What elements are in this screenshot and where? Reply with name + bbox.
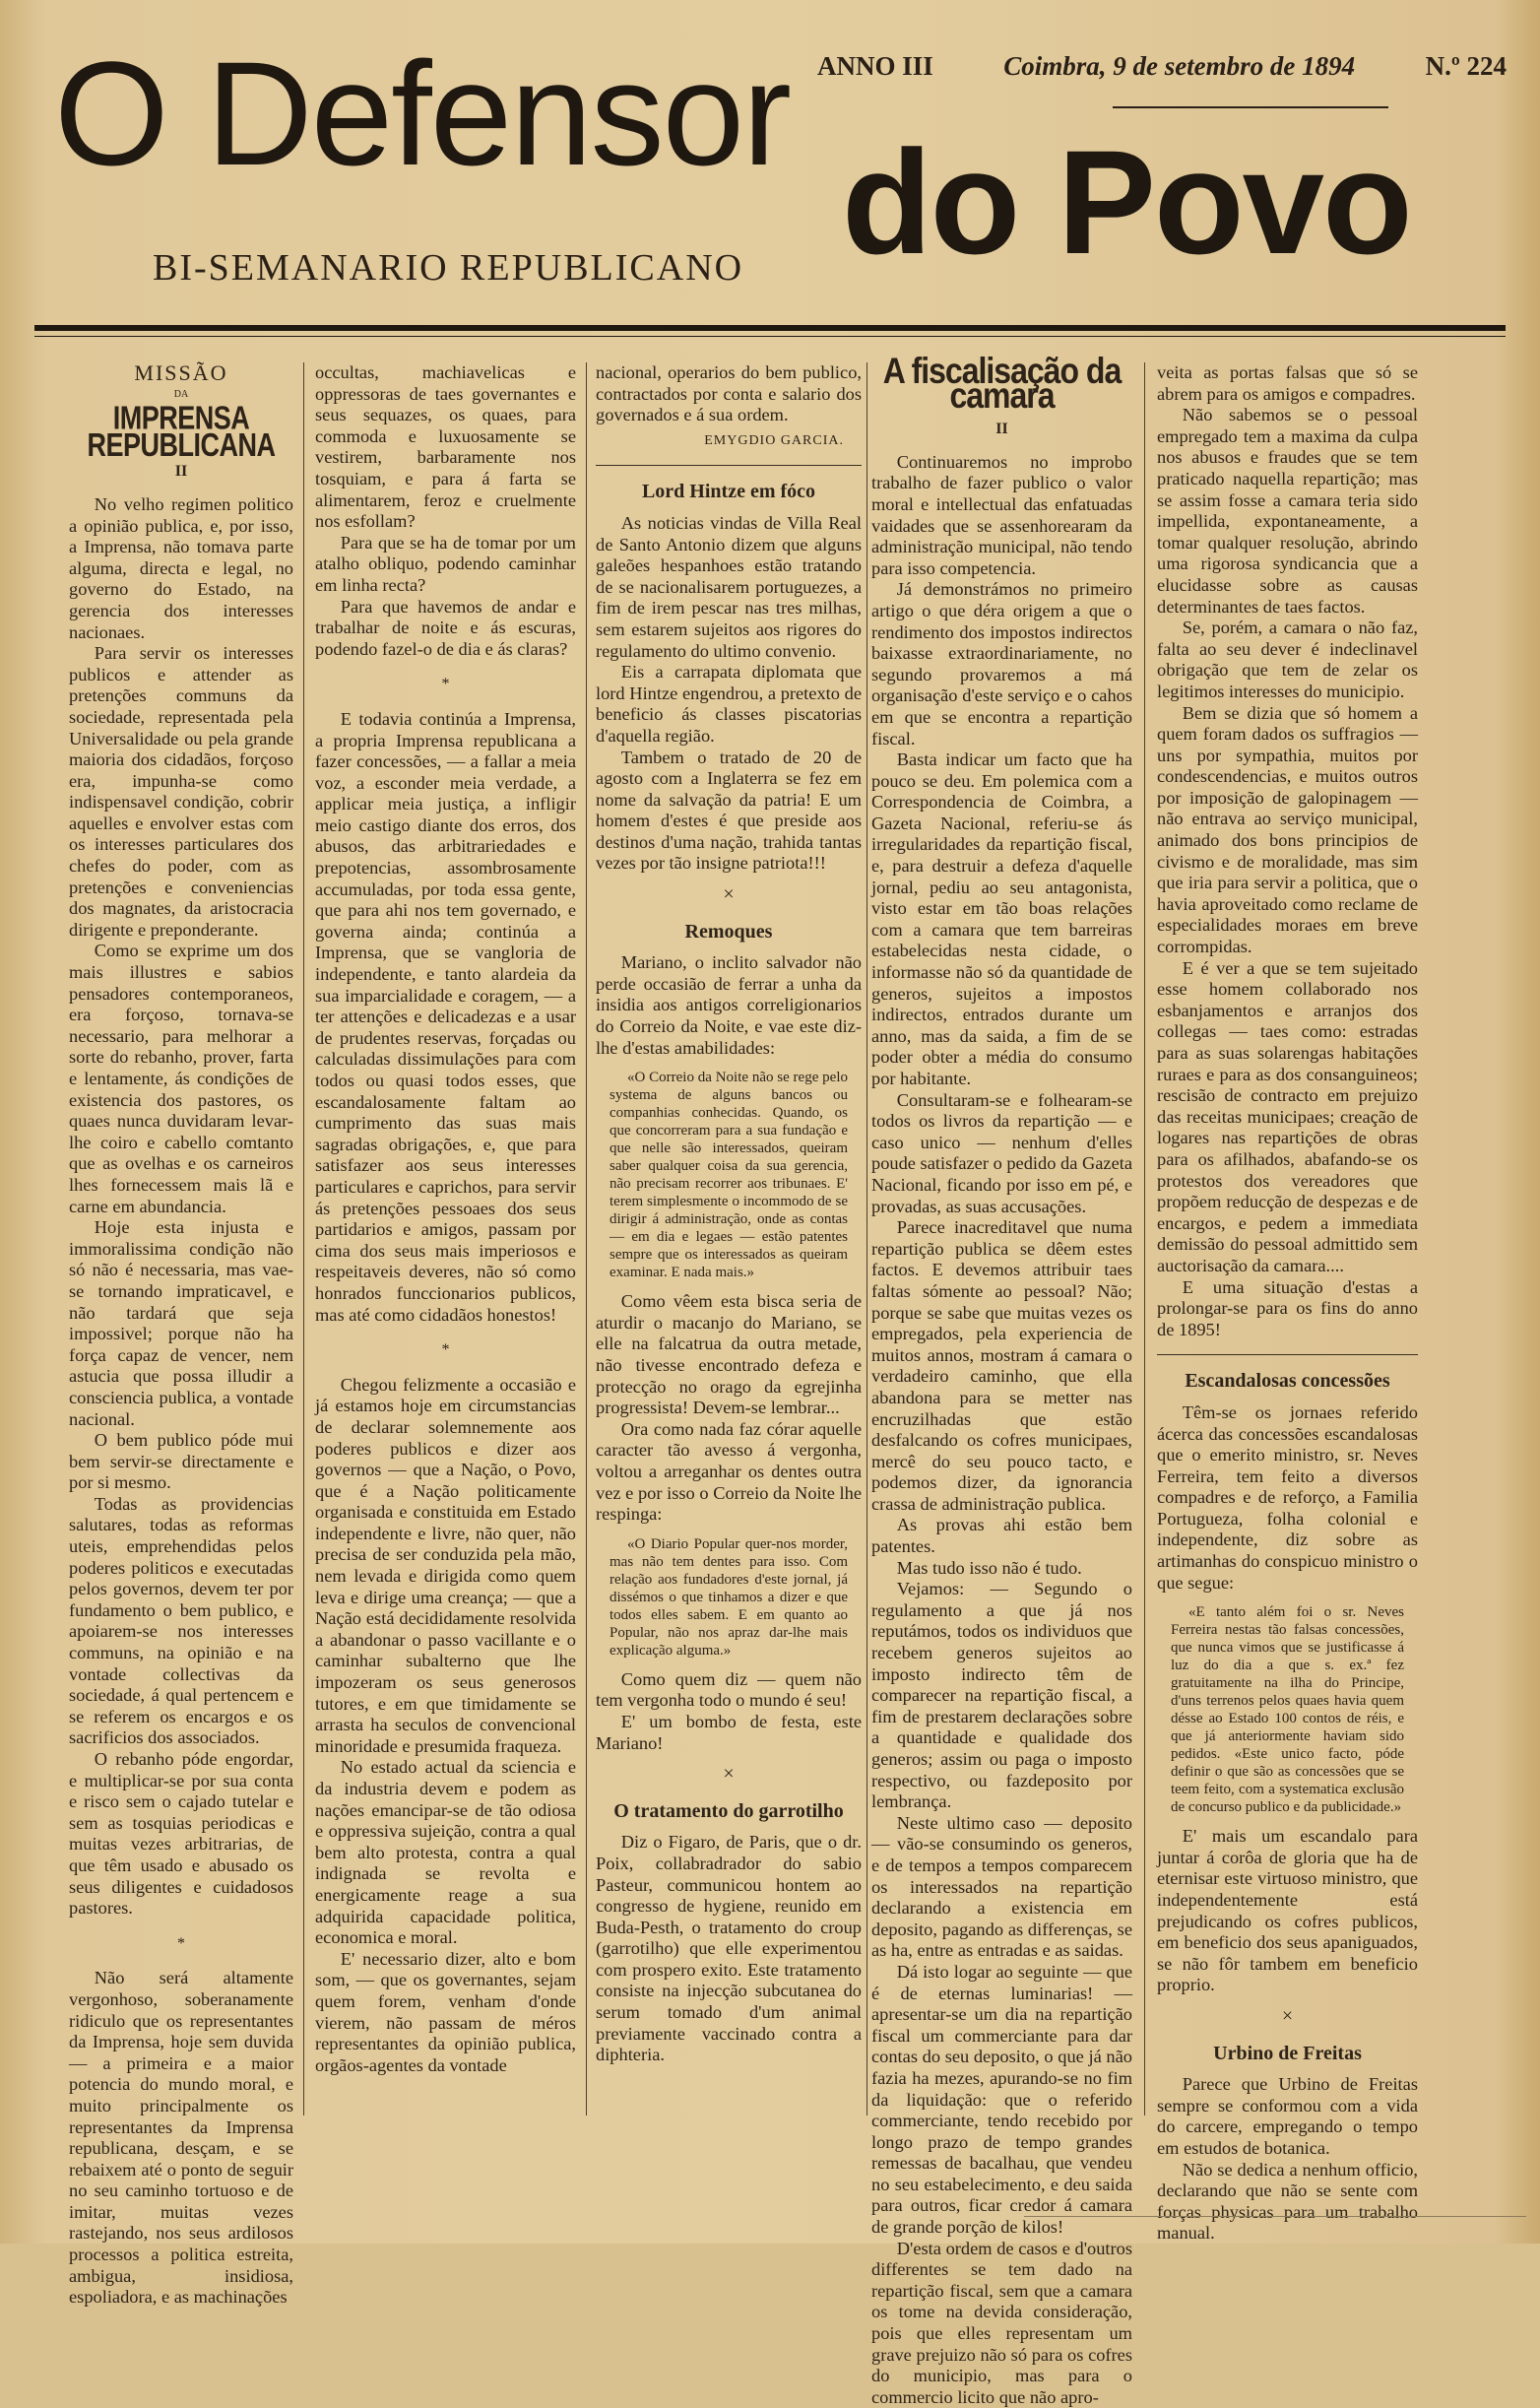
masthead-rule-thick <box>34 325 1506 331</box>
separator-mark: × <box>723 883 735 906</box>
masthead-small-rule <box>1113 106 1388 108</box>
paragraph: nacional, operarios do bem publico, contractados por conta e salario dos governados e á sua ordem. <box>596 362 862 425</box>
paragraph: Dá isto logar ao seguinte — que é de eternas luminarias! — apresentar-se um dia na repartição fiscal um commerciante para dar contas do seu deposito, o que já não fazia ha mezes, apurando-se no fim da liquidação: que o referido commerciante, tendo recebido por longo prazo de tempo grandes remessas de bacalhau, que vendeu no seu estabelecimento, e deu saida para outros, ficar credor á camara de grande porção de kilos! <box>871 1961 1132 2238</box>
paragraph: Mas tudo isso não é tudo. <box>896 1557 1082 1578</box>
paragraph: veita as portas falsas que só se abrem para os amigos e compadres. <box>1157 362 1418 404</box>
paragraph: Bem se dizia que só homem a quem foram dados os suffragios — uns por sympathia, muitos por condescendencias, e muitos outros por imposição de galopinagem — não entrava ao serviço municipal, animado dos bons principios de civismo e de moralidade, mas sim que iria para servir a politica, que o havia aproveitado como reclame de especialidades moraes em breve corrompidas. <box>1157 702 1418 957</box>
column-3 <box>596 362 862 2115</box>
paragraph: O rebanho póde engordar, e multiplicar-se por sua conta e risco sem o cajado tutelar e sem as tosquias periodicas e muitas vezes arbitrarias, de que têm usado e abusado os seus diligentes e cuidadosos pastores. <box>69 1749 293 1919</box>
masthead-rule-thin <box>34 336 1506 337</box>
article-heading-lord-hintze: Lord Hintze em fóco <box>641 481 816 503</box>
article-heading-escandalosas: Escandalosas concessões <box>1185 1370 1390 1393</box>
masthead-subtitle: BI-SEMANARIO REPUBLICANO <box>153 247 744 289</box>
dateline: Coimbra, 9 de setembro de 1894 <box>1003 51 1356 81</box>
paragraph: Para que havemos de andar e trabalhar de noite e ás escuras, podendo fazel-o de dia e ás claras? <box>315 596 576 659</box>
article-body <box>596 513 862 875</box>
paragraph: Vejamos: — Segundo o regulamento a que já nos reputámos, todos os individuos que recebem generos sujeitos ao imposto indirecto têm de comparecer na repartição fiscal, a fim de prestarem declarações sobre a quantidade e qualidade dos generos; assim ou paga o imposto respectivo, ou fazdeposito por lembrança. <box>871 1579 1132 1812</box>
quote-block: «O Diario Popular quer-nos morder, mas não tem dentes para isso. Com relação aos fundadores d'este jornal, já dissémos o que tinhamos a dizer e que todos elles sabem. E em quanto ao Popular, não nos apraz dar-lhe mais explicação alguma.» <box>610 1535 848 1659</box>
page-bottom-rule <box>1024 2216 1526 2217</box>
article-heading-garrotilho: O tratamento do garrotilho <box>613 1799 844 1822</box>
paragraph: D'esta ordem de casos e d'outros differentes se tem dado na repartição fiscal, sem que a camara os tome na devida consideração, pois que elles representam um grave prejuizo não só para os cofres do municipio, mas para o commercio licito que não apro- <box>871 2238 1132 2407</box>
paragraph: O bem publico póde mui bem servir-se directamente e por si mesmo. <box>69 1430 293 1493</box>
article-heading-urbino: Urbino de Freitas <box>1213 2042 1362 2064</box>
article-body <box>1157 2074 1418 2245</box>
separator-mark: × <box>723 1763 735 1786</box>
paragraph: Para que se ha de tomar por um atalho obliquo, podendo caminhar em linha recta? <box>315 532 576 595</box>
column-2 <box>315 362 576 2115</box>
column-1 <box>69 360 293 2308</box>
paragraph: Parece que Urbino de Freitas sempre se conformou com a vida do carcere, empregando o tempo em estudos de botanica. <box>1157 2074 1418 2158</box>
column-rule <box>586 362 587 2115</box>
paragraph: Diz o Figaro, de Paris, que o dr. Poix, collabradrador do sabio Pasteur, communicou hontem ao congresso de hygiene, reunido em Buda-Pesth, o tratamento do croup (garrotilho) que elle experimentou com prospero exito. Este tratamento consiste na injecção subcutanea do serum tomado d'um animal previamente vaccinado contra a diphteria. <box>596 1832 862 2065</box>
paragraph: E' um bombo de festa, este Mariano! <box>596 1711 862 1753</box>
paragraph: E uma situação d'estas a prolongar-se para os fins do anno de 1895! <box>1157 1276 1418 1339</box>
masthead-title-line2: do Povo <box>842 119 1411 285</box>
paragraph: E todavia continúa a Imprensa, a propria Imprensa republicana a fazer concessões, — a fallar a meia voz, a esconder meia verdade, a applicar meia justiça, a infligir meio castigo diante dos erros, dos abusos, das arbitrariedades e prepotencias, assombrosamente accumuladas, por toda essa gente, que para ahi nos tem governado, e governa ainda; continúa a Imprensa, que se vangloria de independente, e tanto alardeia da sua imparcialidade e coragem, — a ter attenções e delicadezas e a usar de prudentes reservas, forçadas ou calculadas dissimulações para com todos ou quasi todos esses, que escandalosamente faltam ao cumprimento das suas mais sagradas obrigações, e, que para satisfazer aos seus interesses particulares e caprichos, para servir ás pretenções pessoaes dos seus partidarios e amigos, passam por cima dos seus mais imperiosos e respeitaveis deveres, não só como honrados funccionarios publicos, mas até como cidadãos honestos! <box>315 708 576 1325</box>
article-body <box>1157 1402 1418 1594</box>
article-body <box>315 709 576 1326</box>
divider <box>1157 1354 1418 1355</box>
section-star: * <box>441 676 450 693</box>
column-rule <box>1144 362 1145 2115</box>
paragraph: No velho regimen politico a opinião publica, e, por isso, a Imprensa, não tomava parte alguma, directa e legal, no governo do Estado, na gerencia dos interesses nacionaes. <box>69 493 293 642</box>
masthead-title-line1: O Defensor <box>54 31 790 196</box>
paragraph: Não será altamente vergonhoso, soberanamente ridiculo que os representantes da Imprensa, hoje sem duvida — a primeira e a maior potencia do mundo moral, e muito principalmente os representantes da Imprensa republicana, desçam, e se rebaixem até o ponto de seguir no seu caminho tortuoso e de imitar, muitas vezes rastejando, nos seus ardilosos processos a politica estreita, ambigua, insidiosa, espoliadora, e as machinações <box>69 1968 293 2308</box>
article-body <box>315 1375 576 2077</box>
paragraph: Se, porém, a camara o não faz, falta ao seu dever é indeclinavel obrigação que tem de zelar os legitimos interesses do municipio. <box>1157 618 1418 701</box>
paragraph: Parece inacreditavel que numa repartição publica se dêem estes factos. E devemos attribuir taes faltas sómente ao pessoal? Não; porque se sabe que muitas vezes os empregados, pela experiencia de muitos annos, mostram á camara o verdadeiro caminho, que ella abandona para se metter nas encruzilhadas que estão desfalcando os cofres municipaes, mercê do seu pouco tacto, e podemos dizer, da ignorancia crassa de administração publica. <box>871 1217 1132 1514</box>
quote-block: «E tanto além foi o sr. Neves Ferreira nestas tão falsas concessões, que nunca vimos que se justificasse á luz do dia a que s. ex.ª fez gratuitamente na ilha do Principe, d'uns terrenos pelos quaes havia quem désse ao Estado 100 contos de réis, e que já anteriormente haviam sido pedidos. «Este unico facto, póde definir o que são as concessões que se teem feito, com a systematica exclusão de concurso publico e da publicidade.» <box>1171 1604 1404 1816</box>
paragraph: Hoje esta injusta e immoralissima condição não só não é necessaria, mas vae-se tornando impraticavel, e não tardará que seja impossivel; porque não ha força capaz de vencer, nem astucia que possa illudir a consciencia publica, a vontade nacional. <box>69 1217 293 1429</box>
paragraph: Para servir os interesses publicos e attender as pretenções communs da sociedade, representada pela Universalidade ou pela grande maioria dos cidadãos, forçoso era, impunha-se como indispensavel condição, cobrir aquelles e envolver estas com os interesses particulares dos chefes do poder, com as pretenções e conveniencias dos magnates, da aristocracia dirigente e preponderante. <box>69 643 293 940</box>
paragraph: Chegou felizmente a occasião e já estamos hoje em circumstancias de declarar solemnemente aos poderes publicos e dizer aos governos — que a Nação, o Povo, que é a Nação politicamente organisada e constituida em Estado independente e livre, não quer, não precisa de ser conduzida pela mão, nem levada e dirigida como quem leva e dirige uma creança; — que a Nação está decididamente resolvida a abandonar o passo vacillante e o caminhar subalterno que lhe impozeram os seus generosos tutores, e em que timidamente se arrasta ha seculos de convencional minoridade e presumida fraqueza. <box>315 1374 576 1756</box>
paragraph: Ora como nada faz córar aquelle caracter tão avesso á vergonha, voltou a arreganhar os dentes outra vez e por isso o Correio da Noite lhe respinga: <box>596 1418 862 1525</box>
article-body <box>1157 1826 1418 1996</box>
paragraph: Continuaremos no improbo trabalho de fazer publico o valor moral e intellectual das enfatuadas vaidades que se assenhorearam da administração municipal, não tendo para isso competencia. <box>871 451 1132 578</box>
article-heading-missao: MISSÃO <box>134 360 228 385</box>
paragraph: occultas, machiavelicas e oppressoras de taes governantes e seus sequazes, os quaes, para commoda e luxuosamente se vestirem, barbaramente nos tosquiam, e para á farta se alimentarem, feroz e cruelmente nos esfollam? <box>315 362 576 532</box>
quote-block: «O Correio da Noite não se rege pelo systema de alguns bancos ou companhias conhecidas. Quando, os que concorreram para a sua fundação e que nelle são interessados, queiram saber qualquer coisa da sua gerencia, não precisam recorrer aos tribunaes. E' terem simplesmente o incommodo de se dirigir á administração, onde as contas — em dia e legaes — estão patentes sempre que os interessados as queiram examinar. E nada mais.» <box>610 1070 848 1281</box>
paragraph: Não se dedica a nenhum officio, declarando que não se sente com forças physicas para um trabalho manual. <box>1157 2159 1418 2244</box>
paragraph: Não sabemos se o pessoal empregado tem a maxima da culpa nos abusos e fraudes que se tem praticado naquella repartição; mas se assim fosse a camara teria sido impellida, expontaneamente, a tomar qualquer resolução, abrindo uma rigorosa syndicancia que a elucidasse sobre as causas determinantes de taes factos. <box>1157 405 1418 617</box>
column-rule <box>866 362 867 2115</box>
column-5 <box>1157 362 1418 2244</box>
article-body <box>315 362 576 660</box>
column-4 <box>871 350 1133 2407</box>
article-body <box>596 362 862 426</box>
paragraph: As noticias vindas de Villa Real de Santo Antonio dizem que alguns galeões hespanhoes estão tratando de se nacionalisarem portuguezes, a fim de irem pescar nas tres milhas, sem estarem sujeitos aos rigores do regulamento do ultimo convenio. <box>596 512 862 661</box>
article-body <box>596 1832 862 2066</box>
article-body <box>69 1968 293 2309</box>
issue-year: ANNO III <box>817 51 933 81</box>
paragraph: Já demonstrámos no primeiro artigo o que déra origem a que o rendimento dos impostos indirectos baixasse extraordinariamente, no segundo provaremos a má organisação d'este serviço e o cahos em que se encontra a repartição fiscal. <box>871 579 1132 748</box>
article-signature: EMYGDIO GARCIA. <box>704 432 844 448</box>
article-heading-da: DA <box>173 388 189 400</box>
paragraph: Neste ultimo caso — deposito — vão-se consumindo os generos, e de tempos a tempos comparecem os interessados na repartição declarando a existencia em deposito, pagando as differenças, se as ha, entre as entradas e as saidas. <box>871 1812 1132 1961</box>
article-part-number: II <box>995 421 1008 438</box>
paragraph: Têm-se os jornaes referido ácerca das concessões escandalosas que o emerito ministro, sr. Neves Ferreira, tem feito a diversos compadres e de reforço, a Familia Portugueza, folha colonial e independente, diz sobre as artimanhas do conspicuo ministro o que segue: <box>1157 1401 1418 1593</box>
issue-number: N.º 224 <box>1425 51 1507 81</box>
article-part-number: II <box>174 463 188 481</box>
paragraph: Como vêem esta bisca seria de aturdir o macanjo do Mariano, se elle na falcatrua da outra metade, não tivesse encontrado defeza e protecção no orago da egrejinha progressista! Devem-se lembrar... <box>596 1291 862 1418</box>
article-heading-fiscalisacao: A fiscalisação da camara <box>882 350 1122 416</box>
paragraph: Todas as providencias salutares, todas as reformas uteis, emprehendidas pelos poderes politicos e executadas pelos governos, devem ter por fundamento o bem publico, e apoiarem-se nos interesses communs, na opinião e na vontade collectivas da sociedade, á qual pertencem e se referem os encargos e os sacrificios dos associados. <box>69 1493 293 1748</box>
article-body <box>69 494 293 1920</box>
article-body <box>596 1291 862 1526</box>
paragraph: Eis a carrapata diplomata que lord Hintze engendrou, a pretexto de beneficio ás classes piscatorias d'aquella região. <box>596 662 862 746</box>
column-rule <box>303 362 304 2115</box>
paragraph: E é ver a que se tem sujeitado esse homem collaborado nos esbanjamentos e arranjos dos collegas — taes como: estradas para as suas solarengas habitações ruraes e para as dos consanguineos; rescisão de contracto em prejuizo das receitas municipaes; creação de logares nas repartições de obras para os afilhados, abafando-se os protestos dos vereadores que propõem reducção de despezas e de encargos, e pedem a immediata demissão do pessoal admittido sem auctorisação da camara.... <box>1157 957 1418 1275</box>
section-star: * <box>177 1934 185 1952</box>
paragraph: No estado actual da sciencia e da industria devem e podem as nações emancipar-se de tão odiosa e oppressiva sujeição, contra a qual bem alto protesta, contra a qual indignada se revolta e energicamente reage a sua adquirida capacidade politica, economica e moral. <box>315 1757 576 1948</box>
paragraph: Consultaram-se e folhearam-se todos os livros da repartição — e caso unico — nenhum d'elles poude satisfazer o pedido da Gazeta Nacional, ficando por isso em pé, e provadas, as suas accusações. <box>871 1089 1133 1216</box>
masthead-info <box>817 51 1507 82</box>
paragraph: Como se exprime um dos mais illustres e sabios pensadores contemporaneos, era forçoso, tornava-se necessario, para melhorar a sorte do rebanho, prover, farta e lentamente, ás condições de existencia dos pastores, os quaes nunca duvidaram levar-lhe coiro e cabello comtanto que as ovelhas e os carneiros lhes fornecessem mais lã e carne em abundancia. <box>69 941 293 1216</box>
paragraph: Mariano, o inclito salvador não perde occasião de ferrar a unha da insidia aos antigos correligionarios do Correio da Noite, e vae este diz-lhe d'estas amabilidades: <box>596 952 862 1058</box>
paragraph: As provas ahi estão bem patentes. <box>871 1515 1132 1557</box>
divider <box>596 465 862 466</box>
article-body <box>1157 362 1418 1340</box>
paragraph: E' necessario dizer, alto e bom som, — que os governantes, sejam quem forem, venham d'onde vierem, não passam de méros representantes da opinião publica, orgãos-agentes da vontade <box>315 1948 576 2075</box>
article-body <box>871 452 1132 2408</box>
article-heading-imprensa: IMPRENSA REPUBLICANA <box>87 399 276 464</box>
article-body <box>596 1669 862 1754</box>
paragraph: E' mais um escandalo para juntar á corôa de gloria que ha de eternisar este virtuoso ministro, que independentemente está prejudicando os cofres publicos, em beneficio dos seus apaniguados, se não fôr tambem em beneficio proprio. <box>1157 1826 1418 1995</box>
article-body <box>596 952 862 1059</box>
paragraph: Como quem diz — quem não tem vergonha todo o mundo é seu! <box>596 1668 862 1711</box>
paragraph: Basta indicar um facto que ha pouco se deu. Em polemica com a Correspondencia de Coimbra, a Gazeta Nacional, referiu-se ás irregularidades da repartição fiscal, e, para destruir a defeza d'aquelle jornal, pediu ao seu antagonista, visto estar em tão boas relações com a camara que tem barreiras estabelecidas nesta cidade, o informasse não só da quantidade de generos, sujeitos a impostos indirectos, entrados durante um anno, mas da saida, a fim de se poder obter a média do consumo por habitante. <box>871 749 1132 1088</box>
section-star: * <box>441 1341 450 1359</box>
separator-mark: × <box>1281 2005 1294 2027</box>
article-heading-remoques: Remoques <box>684 920 773 943</box>
paragraph: Tambem o tratado de 20 de agosto com a Inglaterra se fez em nome da salvação da patria! E um homem d'estes é que preside aos destinos d'uma nação, trahida tantas vezes por tão insigne patriota!!! <box>596 747 862 874</box>
